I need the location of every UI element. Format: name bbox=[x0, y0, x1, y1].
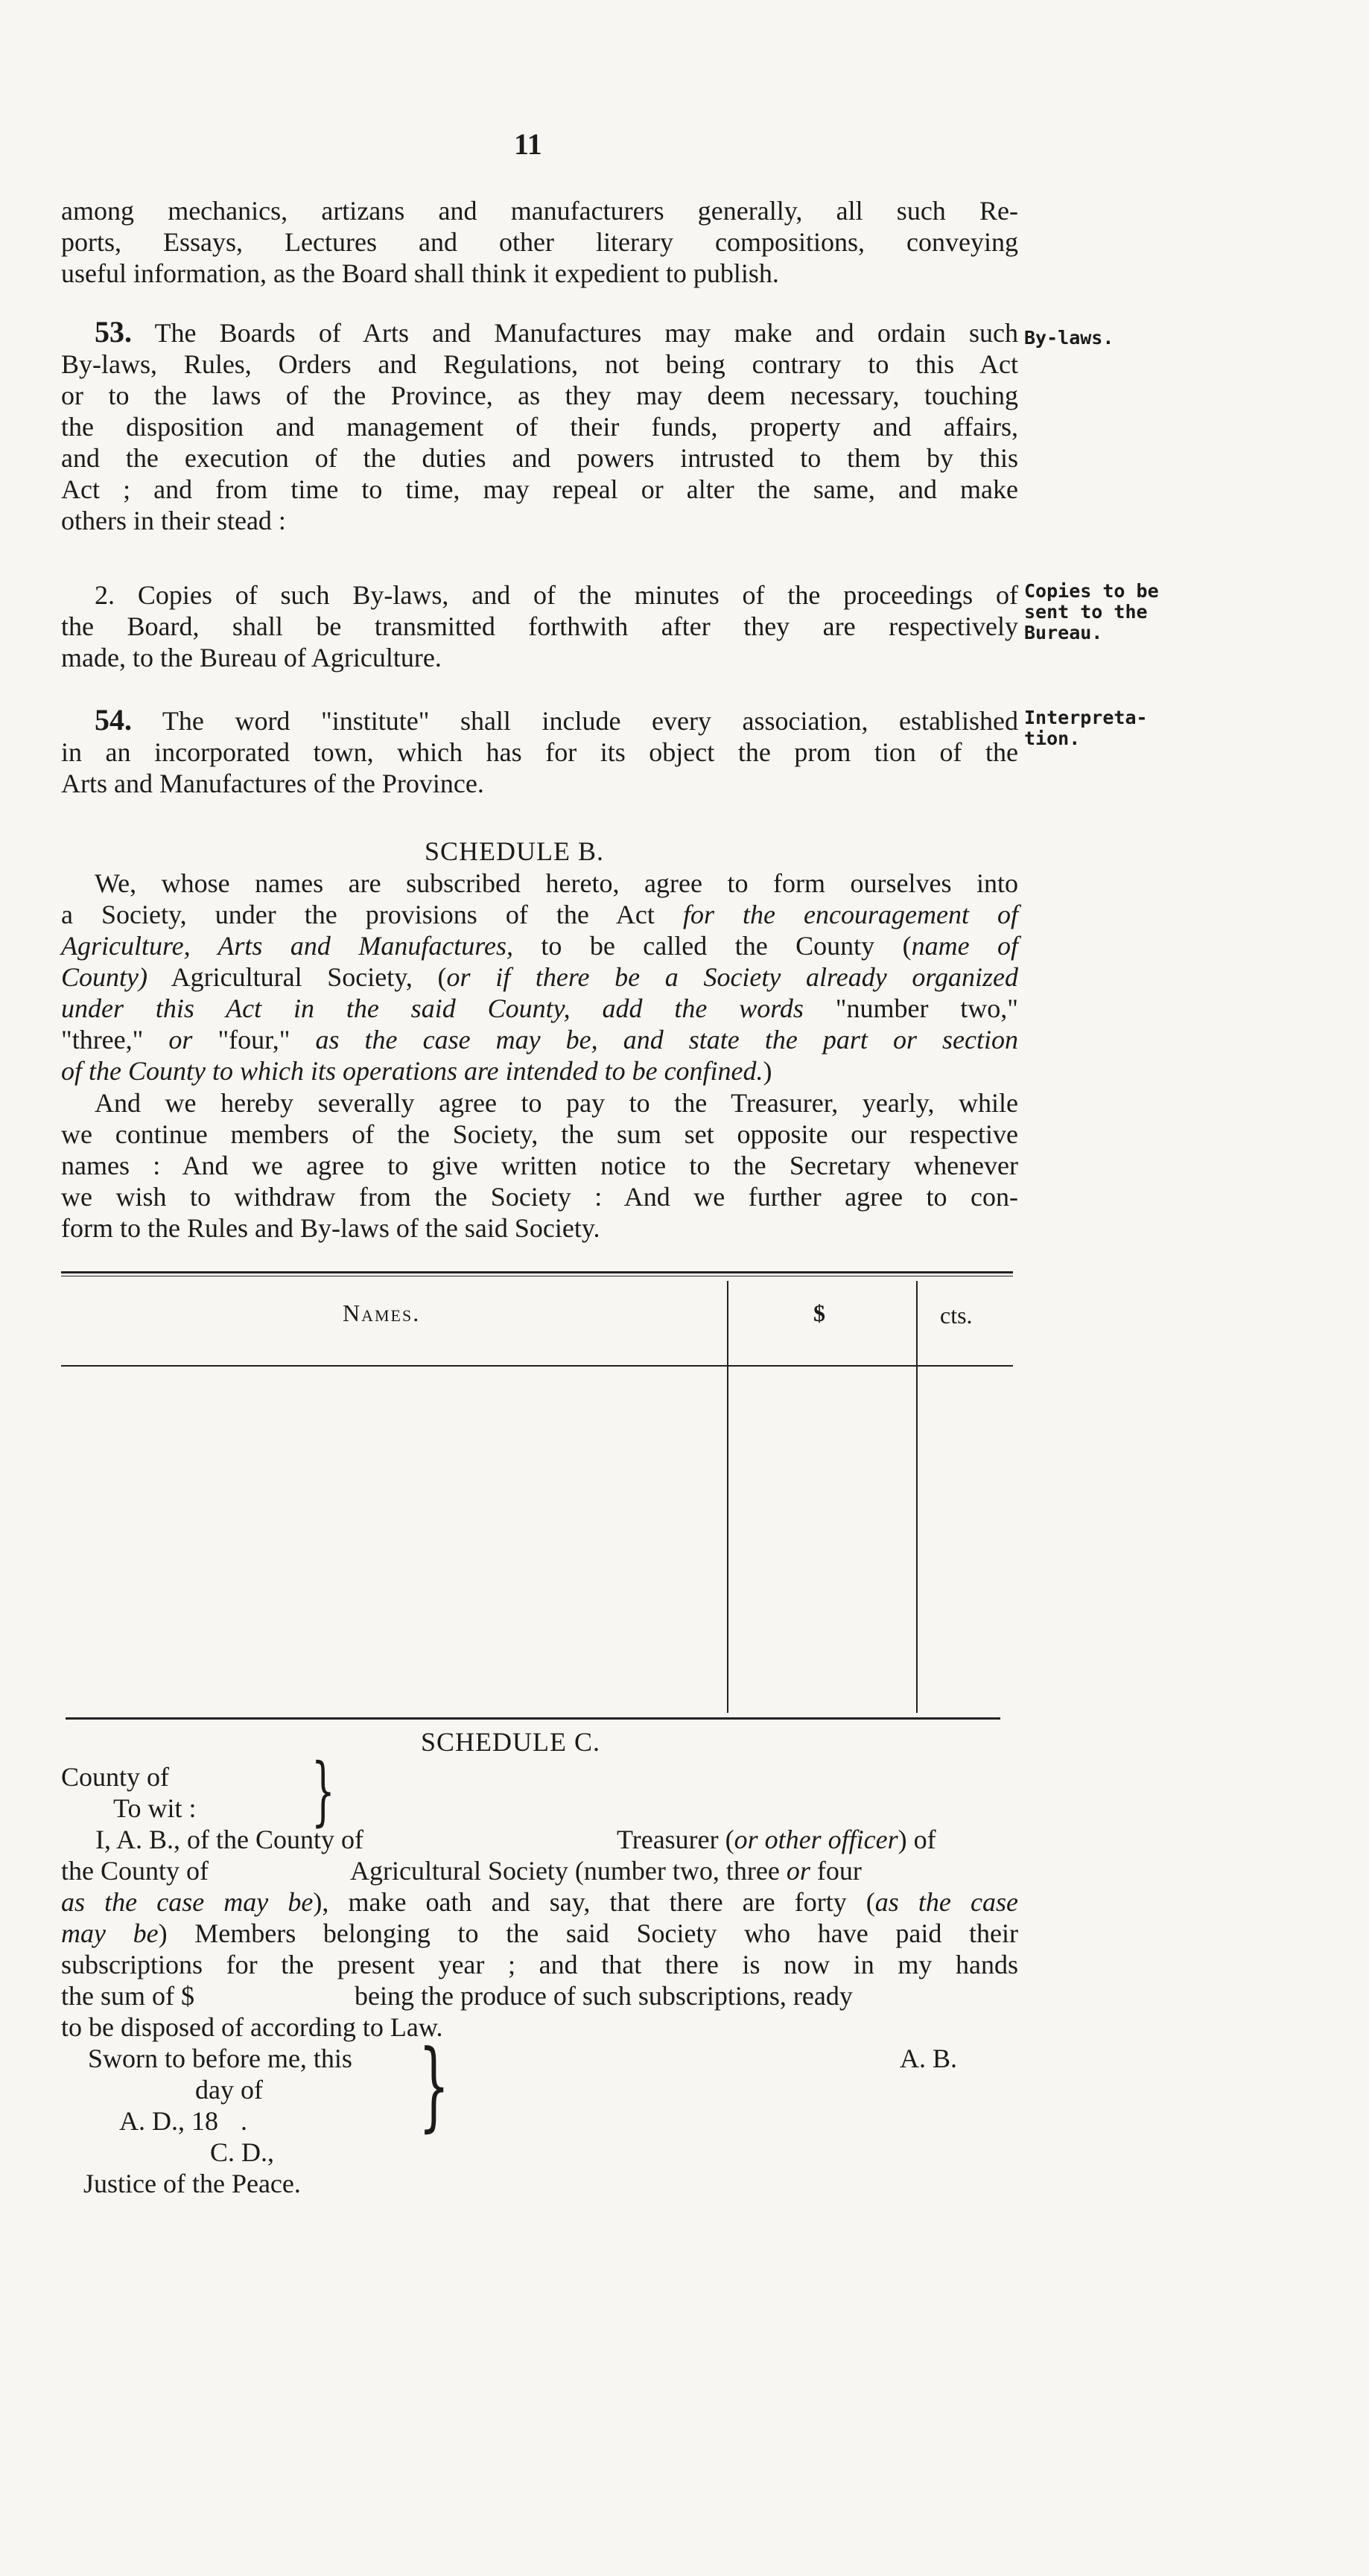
oath-paragraph bbox=[61, 1886, 1018, 1980]
text-fragment: County) bbox=[61, 962, 147, 992]
to-wit-label: To wit : bbox=[113, 1793, 197, 1823]
margin-line: tion. bbox=[1024, 728, 1081, 749]
column-header-dollars: $ bbox=[813, 1300, 825, 1326]
brace-icon: } bbox=[419, 2029, 450, 2142]
margin-note-bylaws: By-laws. bbox=[1024, 327, 1114, 349]
text-fragment: ), make oath and say, that there are forty ( bbox=[313, 1887, 875, 1917]
text-line: useful information, as the Board shall think it expedient to publish. bbox=[61, 258, 779, 288]
oath-line-6b: being the produce of such subscriptions, ready bbox=[355, 1981, 853, 2011]
text-fragment: ) bbox=[763, 1056, 772, 1086]
oath-line-1a: I, A. B., of the County of bbox=[95, 1825, 363, 1854]
text-line bbox=[61, 993, 1018, 1024]
column-header-names: Names. bbox=[343, 1300, 421, 1326]
table-divider-2 bbox=[916, 1281, 918, 1713]
schedule-b-paragraph-2 bbox=[61, 1087, 1018, 1244]
oath-line-2b bbox=[350, 1855, 862, 1886]
text-line: in an incorporated town, which has for its object the prom tion of the bbox=[61, 737, 1018, 767]
text-line: among mechanics, artizans and manufacturers generally, all such Re- bbox=[61, 196, 1018, 226]
text-fragment: Agricultural Society, ( bbox=[147, 962, 447, 992]
text-fragment: or other officer bbox=[734, 1825, 898, 1854]
justice-line: Justice of the Peace. bbox=[83, 2169, 301, 2198]
text-line: we wish to withdraw from the Society : And we further agree to con- bbox=[61, 1182, 1018, 1212]
text-fragment: under this Act in the said County, add the words bbox=[61, 993, 804, 1023]
text-line: the Board, shall be transmitted forthwith after they are respectively bbox=[61, 611, 1018, 641]
signature-ab: A. B. bbox=[900, 2044, 958, 2073]
text-line bbox=[61, 961, 1018, 993]
section-53-2 bbox=[61, 579, 1018, 673]
text-fragment: may be bbox=[61, 1918, 159, 1948]
oath-line-2a: the County of bbox=[61, 1856, 209, 1886]
text-fragment: A. D., 18 bbox=[119, 2106, 218, 2136]
margin-note-interpretation bbox=[1024, 707, 1148, 749]
section-54 bbox=[61, 705, 1018, 799]
text-line: others in their stead : bbox=[61, 506, 286, 535]
schedule-b-heading: SCHEDULE B. bbox=[425, 836, 605, 866]
brace-icon: } bbox=[311, 1747, 335, 1834]
text-fragment: ) Members belonging to the said Society who have paid their bbox=[158, 1918, 1018, 1948]
text-fragment: as the case bbox=[874, 1887, 1018, 1917]
schedule-b-paragraph-1 bbox=[61, 868, 1018, 1087]
cd-line: C. D., bbox=[210, 2137, 275, 2167]
intro-paragraph bbox=[61, 195, 1018, 289]
oath-line-1b bbox=[617, 1824, 936, 1855]
text-line bbox=[61, 1055, 1018, 1087]
text-fragment: ) of bbox=[898, 1825, 936, 1854]
text-line: the disposition and management of their funds, property and affairs, bbox=[61, 412, 1018, 442]
text-fragment: Agricultural Society (number two, three bbox=[350, 1856, 787, 1886]
day-of-line: day of bbox=[195, 2075, 263, 2105]
text-line: Act ; and from time to time, may repeal or alter the same, and make bbox=[61, 474, 1018, 504]
text-line: form to the Rules and By-laws of the said Society. bbox=[61, 1213, 600, 1243]
text-fragment: or if there be a Society already organized bbox=[446, 962, 1018, 992]
text-fragment: or bbox=[168, 1025, 193, 1055]
margin-line: Copies to be bbox=[1024, 580, 1159, 602]
table-divider-1 bbox=[727, 1281, 728, 1713]
margin-line: sent to the bbox=[1024, 601, 1148, 623]
column-header-cents: cts. bbox=[940, 1302, 973, 1329]
text-line: We, whose names are subscribed hereto, agree to form ourselves into bbox=[95, 868, 1018, 898]
text-line bbox=[61, 705, 1018, 737]
text-fragment: for the encouragement of bbox=[682, 900, 1019, 929]
text-line: Arts and Manufactures of the Province. bbox=[61, 769, 484, 798]
text-line bbox=[61, 317, 1018, 349]
text-fragment: as the case may be bbox=[61, 1887, 314, 1917]
sworn-line: Sworn to before me, this bbox=[88, 2044, 352, 2073]
text-fragment: Treasurer ( bbox=[617, 1825, 734, 1854]
text-fragment: "three," bbox=[61, 1025, 169, 1055]
text-line bbox=[61, 1918, 1018, 1949]
text-line: subscriptions for the present year ; and that there is now in my hands bbox=[61, 1950, 1018, 1979]
margin-note-copies bbox=[1024, 581, 1159, 643]
text-line bbox=[61, 899, 1018, 930]
margin-line: Interpreta- bbox=[1024, 707, 1148, 728]
page-number: 11 bbox=[514, 127, 542, 161]
table-top-rule bbox=[61, 1271, 1013, 1273]
text-fragment: The word "institute" shall include every association, established bbox=[162, 706, 1018, 736]
text-fragment: a Society, under the provisions of the Act bbox=[61, 900, 683, 929]
text-fragment: as the case may be, and state the part or section bbox=[315, 1025, 1018, 1055]
text-line: ports, Essays, Lectures and other literary compositions, conveying bbox=[61, 227, 1018, 257]
text-line: By-laws, Rules, Orders and Regulations, not being contrary to this Act bbox=[61, 349, 1018, 379]
section-number: 53. bbox=[95, 315, 132, 349]
text-fragment: Agriculture, Arts and Manufactures, bbox=[61, 931, 513, 961]
text-line: made, to the Bureau of Agriculture. bbox=[61, 643, 442, 672]
table-bottom-rule bbox=[66, 1717, 1000, 1720]
text-line: we continue members of the Society, the sum set opposite our respective bbox=[61, 1119, 1018, 1149]
text-fragment: "number two," bbox=[803, 993, 1019, 1023]
section-number: 54. bbox=[95, 703, 132, 737]
ad-line bbox=[119, 2105, 247, 2137]
text-line: names : And we agree to give written notice to the Secretary whenever bbox=[61, 1151, 1018, 1180]
text-fragment: . bbox=[241, 2106, 247, 2136]
text-line: or to the laws of the Province, as they may deem necessary, touching bbox=[61, 381, 1018, 410]
margin-line: Bureau. bbox=[1024, 622, 1103, 643]
text-fragment: four bbox=[810, 1856, 862, 1886]
text-fragment: The Boards of Arts and Manufactures may make and ordain such bbox=[154, 318, 1018, 348]
oath-line-7: to be disposed of according to Law. bbox=[61, 2012, 443, 2042]
table-header-rule bbox=[61, 1365, 1013, 1367]
text-fragment: name of bbox=[911, 931, 1019, 961]
text-line bbox=[61, 930, 1018, 961]
oath-line-6a: the sum of $ bbox=[61, 1981, 194, 2011]
section-53 bbox=[61, 317, 1018, 536]
text-line: 2. Copies of such By-laws, and of the minutes of the proceedings of bbox=[95, 580, 1018, 610]
text-line bbox=[61, 1024, 1018, 1055]
text-fragment: to be called the County ( bbox=[512, 931, 912, 961]
text-fragment: or bbox=[786, 1856, 810, 1886]
text-line bbox=[61, 1886, 1018, 1918]
schedule-c-heading: SCHEDULE C. bbox=[421, 1727, 601, 1757]
text-fragment: "four," bbox=[192, 1025, 316, 1055]
text-line: and the execution of the duties and powers intrusted to them by this bbox=[61, 443, 1018, 473]
text-line: And we hereby severally agree to pay to the Treasurer, yearly, while bbox=[95, 1088, 1018, 1118]
text-fragment: of the County to which its operations are intended to be confined. bbox=[61, 1056, 763, 1086]
county-of-label: County of bbox=[61, 1762, 170, 1792]
